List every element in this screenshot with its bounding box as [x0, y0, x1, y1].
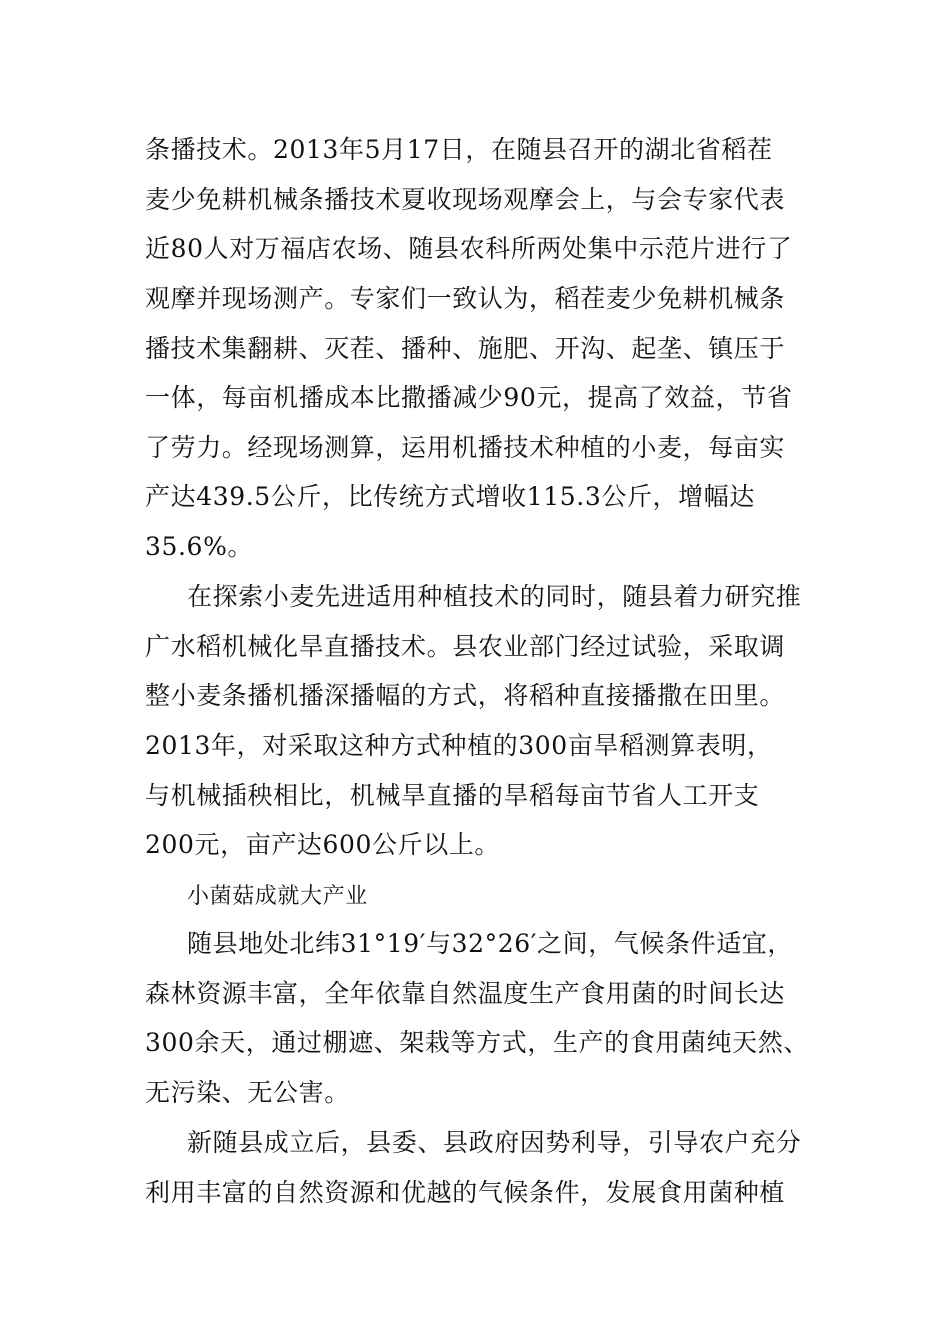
text-line: 整小麦条播机播深播幅的方式，将稻种直接播撒在田里。	[145, 681, 786, 710]
text-line: 森林资源丰富，全年依靠自然温度生产食用菌的时间长达	[145, 979, 786, 1008]
text-line: 利用丰富的自然资源和优越的气候条件，发展食用菌种植	[145, 1178, 786, 1207]
text-line: 观摩并现场测产。专家们一致认为，稻茬麦少免耕机械条	[145, 284, 786, 313]
text-line: 产达439.5公斤，比传统方式增收115.3公斤，增幅达	[145, 482, 755, 511]
text-line: 了劳力。经现场测算，运用机播技术种植的小麦，每亩实	[145, 433, 786, 462]
text-line: 近80人对万福店农场、随县农科所两处集中示范片进行了	[145, 234, 793, 263]
text-line: 播技术集翻耕、灭茬、播种、施肥、开沟、起垄、镇压于	[145, 334, 786, 363]
text-line: 条播技术。2013年5月17日，在随县召开的湖北省稻茬	[145, 135, 773, 164]
paragraph-first-line: 随县地处北纬31°19′与32°26′之间，气候条件适宜，	[187, 929, 793, 958]
text-line: 300余天，通过棚遮、架栽等方式，生产的食用菌纯天然、	[145, 1028, 809, 1057]
text-line: 与机械插秧相比，机械旱直播的旱稻每亩节省人工开支	[145, 781, 760, 810]
text-line: 35.6%。	[145, 532, 254, 561]
text-line: 2013年，对采取这种方式种植的300亩旱稻测算表明，	[145, 731, 773, 760]
text-line: 200元，亩产达600公斤以上。	[145, 830, 501, 859]
text-line: 一体，每亩机播成本比撒播减少90元，提高了效益，节省	[145, 383, 793, 412]
text-line: 广水稻机械化旱直播技术。县农业部门经过试验，采取调	[145, 632, 786, 661]
text-line: 无污染、无公害。	[145, 1078, 350, 1107]
paragraph-first-line: 在探索小麦先进适用种植技术的同时，随县着力研究推	[187, 582, 802, 611]
section-heading: 小菌菇成就大产业	[187, 884, 368, 909]
paragraph-first-line: 新随县成立后，县委、县政府因势利导，引导农户充分	[187, 1128, 802, 1157]
text-line: 麦少免耕机械条播技术夏收现场观摩会上，与会专家代表	[145, 185, 786, 214]
